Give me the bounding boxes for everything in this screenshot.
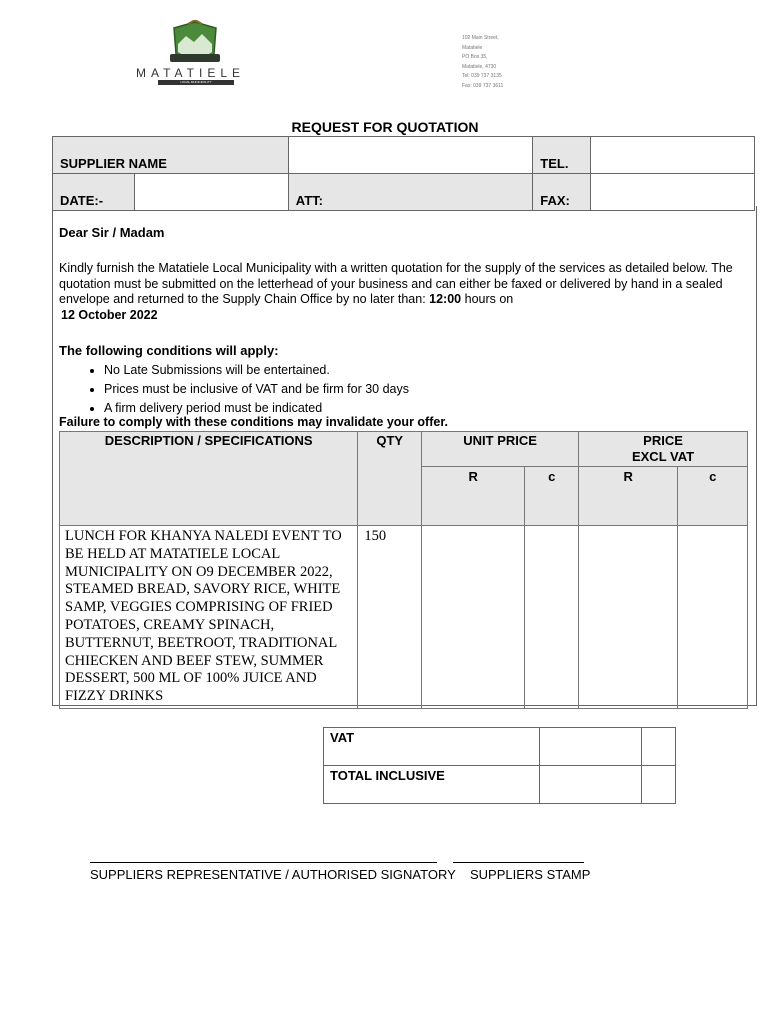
- totals-table: [323, 727, 676, 804]
- col-price-line2: EXCL VAT: [631, 449, 695, 464]
- org-subtitle-band: [158, 80, 234, 85]
- item-price-c-field[interactable]: [678, 526, 748, 709]
- tel-field[interactable]: [591, 137, 755, 174]
- price-r-header: R: [579, 467, 678, 526]
- supplier-name-field[interactable]: [288, 137, 532, 174]
- col-price-header: [579, 432, 748, 467]
- condition-item: • No Late Submissions will be entertained.: [104, 361, 409, 380]
- tel-label: TEL.: [533, 137, 591, 174]
- address-line: Fax: 039 737 3611: [462, 82, 504, 89]
- supplier-name-label: SUPPLIER NAME: [53, 137, 289, 174]
- hours-on-text: hours on: [461, 292, 514, 306]
- total-inclusive-label: TOTAL INCLUSIVE: [324, 766, 540, 804]
- address-line: Matatiele: [462, 44, 483, 51]
- col-qty-header: QTY: [358, 432, 422, 526]
- total-cents-field[interactable]: [641, 766, 675, 804]
- deadline-date: 12 October 2022: [61, 307, 158, 322]
- address-line: 102 Main Street,: [462, 35, 499, 41]
- date-label: DATE:-: [53, 174, 135, 211]
- condition-item: • A firm delivery period must be indicated: [104, 399, 409, 418]
- vat-label: VAT: [324, 728, 540, 766]
- att-cell: [288, 174, 532, 211]
- col-unit-price-header: UNIT PRICE: [422, 432, 579, 467]
- deadline-time: 12:00: [429, 292, 462, 306]
- org-name: MATATIELE: [136, 66, 246, 80]
- signature-labels: SUPPLIERS REPRESENTATIVE / AUTHORISED SIGNATORY SUPPLIERS STAMP: [90, 867, 591, 882]
- item-description: LUNCH FOR KHANYA NALEDI EVENT TO BE HELD AT MATATIELE LOCAL MUNICIPALITY ON O9 DECEMBER 2022, STEAMED BREAD, SAVORY RICE, WHITE SAMP, VEGGIES COMPRISING OF FRIED POTATOES, CREAMY SPINACH, BUTTERNUT, BEETROOT, TRADITIONAL CHIECKEN AND BEEF STEW, SUMMER DESSERT, 500 ML OF 100% JUICE AND FIZZY DRINKS: [60, 526, 358, 709]
- vat-rand-field[interactable]: [539, 728, 641, 766]
- date-field[interactable]: [134, 174, 288, 211]
- supplier-header-table: [52, 136, 755, 211]
- stamp-line: [453, 862, 584, 863]
- item-qty: 150: [358, 526, 422, 709]
- item-price-r-field[interactable]: [579, 526, 678, 709]
- unit-r-header: R: [422, 467, 525, 526]
- org-subtitle: LOCAL MUNICIPALITY: [180, 80, 212, 84]
- instructions-paragraph: [59, 261, 749, 323]
- address-line: Matatiele, 4730: [462, 63, 497, 70]
- address-line: Tel: 039 737 3135: [462, 73, 502, 79]
- price-c-header: c: [678, 467, 748, 526]
- fax-label: FAX:: [533, 174, 591, 211]
- greeting: Dear Sir / Madam: [59, 225, 165, 240]
- col-description-header: DESCRIPTION / SPECIFICATIONS: [60, 432, 358, 526]
- conditions-title: The following conditions will apply:: [59, 343, 279, 358]
- condition-item: • Prices must be inclusive of VAT and be firm for 30 days: [104, 380, 409, 399]
- conditions-list: [60, 361, 409, 418]
- signatory-line: [90, 862, 437, 863]
- instructions-text: Kindly furnish the Matatiele Local Municipality with a written quotation for the supply of the services as detailed below. The quotation must be submitted on the letterhead of your business and can either be faxed or delivered by hand in a sealed envelope and returned to the Supply Chain Office by no later than:: [59, 261, 733, 306]
- unit-c-header: c: [525, 467, 579, 526]
- item-unit-r-field[interactable]: [422, 526, 525, 709]
- fax-field[interactable]: [591, 174, 755, 211]
- address-block: [462, 34, 503, 91]
- items-table: [59, 431, 748, 709]
- col-price-line1: PRICE: [643, 433, 683, 448]
- address-line: PO Box 35,: [462, 54, 488, 60]
- total-rand-field[interactable]: [539, 766, 641, 804]
- failure-note: Failure to comply with these conditions may invalidate your offer.: [59, 415, 448, 429]
- att-label: ATT:: [295, 193, 323, 208]
- item-unit-c-field[interactable]: [525, 526, 579, 709]
- vat-cents-field[interactable]: [641, 728, 675, 766]
- document-title: REQUEST FOR QUOTATION: [291, 119, 479, 135]
- table-row: [60, 526, 748, 709]
